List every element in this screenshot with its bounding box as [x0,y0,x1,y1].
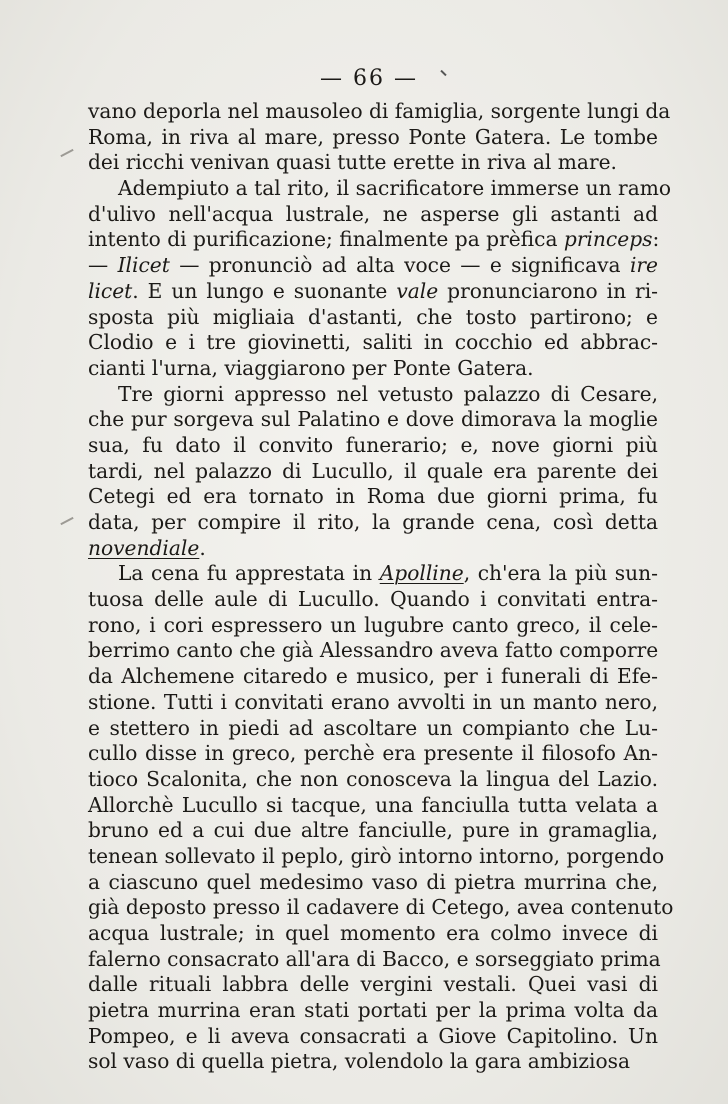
text-line [88,202,658,228]
text-line [88,843,665,870]
text-run: dei ricchi venivan quasi tutte erette in riva al mare. [88,150,617,175]
print-mark [440,70,446,76]
text-line [88,459,658,485]
text-line [88,253,658,279]
text-line [88,227,658,253]
text-line [88,176,672,202]
text-run: già deposto presso il cadavere di Cetego, avea contenuto [88,895,674,920]
text-line [88,279,658,305]
text-run: : [652,227,660,252]
italic-term: Ilicet [117,253,170,278]
text-line [88,382,658,408]
italic-term: ire [629,253,659,278]
text-line [88,793,658,819]
text-line [88,99,671,125]
text-run: cullo disse in greco, perchè era presente il filosofo An- [88,741,658,766]
text-run: stione. Tutti i convitati erano avvolti in un manto nero, [88,689,658,714]
paragraph [88,561,674,1075]
italic-term: princeps [563,227,653,252]
text-run: tardi, nel palazzo di Lucullo, il quale era parente dei [88,458,658,483]
text-line [88,305,658,331]
text-line [88,741,658,767]
text-run: da Alchemene citaredo e musico, per i funerali di Efe- [88,664,658,689]
text-run: — [88,253,118,278]
text-run: dalle rituali labbra delle vergini vestali. Quei vasi di [88,972,658,997]
text-run: Adempiuto a tal rito, il sacrificatore immerse un ramo [118,176,672,201]
text-line [88,690,658,716]
text-line [88,613,658,639]
italic-underlined-term: novendiale [88,535,200,560]
text-run: Roma, in riva al mare, presso Ponte Gatera. Le tombe [88,124,658,149]
text-run: data, per compire il rito, la grande cena, così detta [88,510,658,534]
text-line [88,767,658,793]
text-run: La cena fu apprestata in [118,561,380,586]
text-line [88,561,658,587]
paragraph [88,176,672,382]
text-line [88,150,658,176]
text-run: tenean sollevato il peplo, girò intorno intorno, porgendo [88,843,665,868]
text-run: sua, fu dato il convito funerario; e, nove giorni più [88,432,658,457]
text-run: falerno consacrato all'ara di Bacco, e sorseggiato prima [88,946,661,971]
text-line [88,998,658,1024]
text-run: vano deporla nel mausoleo di famiglia, sorgente lungi da [88,99,671,123]
text-run: Clodio e i tre giovinetti, saliti in cocchio ed abbrac- [88,330,658,355]
text-run: , ch'era la più sun- [463,561,658,586]
text-run: sposta più migliaia d'astanti, che tosto partirono; e [88,304,658,329]
text-run: intento di purificazione; finalmente pa prèfica [88,227,564,252]
text-line [88,638,658,664]
text-line [88,536,658,562]
italic-term: licet [88,278,133,303]
text-run: a ciascuno quel medesimo vaso di pietra murrina che, [88,869,658,894]
text-line [88,125,658,151]
text-run: Allorchè Lucullo si tacque, una fanciulla tutta velata a [88,792,658,817]
text-run: pietra murrina eran stati portati per la prima volta da [88,998,658,1023]
text-line [88,407,658,433]
text-run: che pur sorgeva sul Palatino e dove dimorava la moglie [88,407,658,432]
text-run: — pronunciò ad alta voce — e significava [169,253,630,278]
margin-mark [60,149,73,157]
text-line [88,716,658,742]
text-run: . E un lungo e suonante [132,278,397,303]
text-line [88,484,658,510]
text-line [88,587,658,613]
text-line [88,664,658,690]
text-line [88,356,658,382]
text-line [88,895,674,921]
text-run: pronunciarono in ri- [438,278,658,303]
italic-term: vale [396,278,439,303]
text-line [88,818,658,844]
text-run: tioco Scalonita, che non conosceva la lingua del Lazio. [88,766,658,791]
text-line [88,870,658,896]
text-run: Tre giorni appresso nel vetusto palazzo di Cesare, [118,381,658,406]
text-run: sol vaso di quella pietra, volendolo la gara ambiziosa [88,1049,630,1074]
paragraph [88,99,671,176]
text-line [88,330,658,356]
text-run: d'ulivo nell'acqua lustrale, ne asperse gli astanti ad [88,201,658,226]
body-text [88,99,674,1075]
page-number: — 66 — [320,66,418,91]
text-run: berrimo canto che già Alessandro aveva fatto comporre [88,638,659,663]
italic-underlined-term: Apolline [379,561,464,586]
text-line [88,1049,658,1075]
text-line [88,972,658,998]
margin-mark [60,517,73,525]
text-line [88,921,658,947]
text-line [88,1024,658,1050]
text-run: acqua lustrale; in quel momento era colmo invece di [88,921,658,945]
text-run: e stettero in piedi ad ascoltare un compianto che Lu- [88,715,658,740]
text-run: cianti l'urna, viaggiarono per Ponte Gatera. [88,355,534,380]
text-run: . [199,535,206,560]
text-run: rono, i cori espressero un lugubre canto greco, il cele- [88,612,658,637]
text-line [88,510,658,536]
paragraph [88,382,658,562]
text-run: Cetegi ed era tornato in Roma due giorni prima, fu [88,484,658,509]
text-run: bruno ed a cui due altre fanciulle, pure in gramaglia, [88,818,658,843]
text-run: tuosa delle aule di Lucullo. Quando i convitati entra- [88,587,658,612]
text-line [88,946,661,973]
text-line [88,433,658,459]
text-run: Pompeo, e li aveva consacrati a Giove Capitolino. Un [88,1023,658,1048]
